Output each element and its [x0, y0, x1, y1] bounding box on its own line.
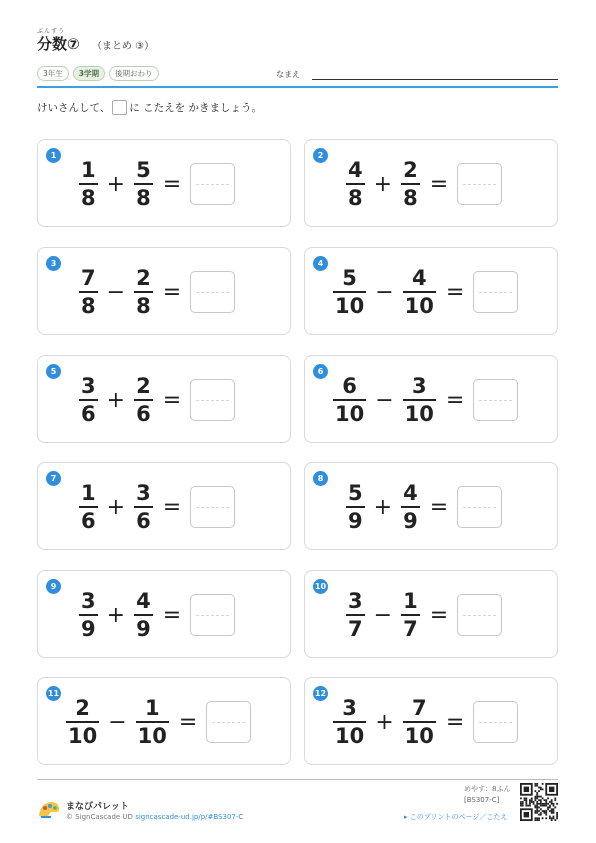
numerator: 4 [411, 266, 427, 290]
numerator: 4 [136, 589, 151, 613]
problem-card [304, 139, 558, 227]
answer-box[interactable] [190, 271, 235, 313]
equals-sign: = [429, 494, 449, 520]
operator: + [373, 494, 393, 520]
answer-box[interactable] [457, 163, 502, 205]
denominator: 10 [137, 724, 167, 748]
equals-sign: = [162, 279, 182, 305]
numerator: 6 [342, 374, 357, 398]
fraction-a [346, 159, 365, 209]
denominator: 9 [81, 617, 96, 641]
fraction-bar [333, 291, 366, 293]
operator: + [373, 171, 393, 197]
problem-number: 6 [313, 364, 328, 379]
fraction-bar [333, 399, 366, 401]
fraction-b [134, 375, 153, 425]
fraction-b [134, 482, 153, 532]
equals-sign: = [162, 171, 182, 197]
fraction-a [66, 697, 99, 747]
denominator: 6 [81, 509, 96, 533]
fraction-a [79, 375, 98, 425]
answer-box[interactable] [190, 163, 235, 205]
denominator: 10 [404, 294, 434, 318]
fraction-bar [401, 506, 420, 508]
numerator: 3 [411, 374, 427, 398]
fraction-a [333, 697, 366, 747]
fraction-bar [136, 721, 169, 723]
problem-number: 8 [313, 471, 328, 486]
answer-box[interactable] [190, 486, 235, 528]
fraction-bar [333, 721, 366, 723]
fraction-expression [346, 140, 502, 228]
tag-grade: 3年生 [37, 66, 69, 81]
problem-card [37, 570, 291, 658]
fraction-bar [134, 399, 153, 401]
instruction [37, 100, 262, 115]
equals-sign: = [162, 387, 182, 413]
denominator: 8 [81, 294, 96, 318]
fraction-a [79, 590, 98, 640]
numerator: 2 [136, 374, 151, 398]
operator: − [106, 279, 126, 305]
numerator: 3 [81, 374, 96, 398]
fraction-bar [134, 183, 153, 185]
problem-card [304, 677, 558, 765]
fraction-a [79, 482, 98, 532]
numerator: 4 [348, 158, 363, 182]
numerator: 1 [81, 158, 96, 182]
answer-box[interactable] [473, 701, 518, 743]
numerator: 1 [403, 589, 418, 613]
fraction-expression [333, 356, 518, 444]
fraction-a [333, 375, 366, 425]
problem-card [304, 355, 558, 443]
footer-url-link[interactable]: signcascade-ud.jp/p/#BS307-C [135, 813, 244, 821]
copyright-text: © SignCascade UD [66, 813, 133, 821]
fraction-expression [79, 356, 235, 444]
fraction-expression [333, 678, 518, 766]
fraction-b [134, 267, 153, 317]
problem-card [37, 462, 291, 550]
palette-logo-icon [37, 799, 61, 819]
fraction-bar [403, 721, 436, 723]
problem-card [37, 247, 291, 335]
grade-tags [37, 66, 159, 81]
answer-box[interactable] [473, 271, 518, 313]
problem-card [304, 570, 558, 658]
numerator: 1 [81, 481, 96, 505]
fraction-bar [401, 183, 420, 185]
brand-name: まなびパレット [66, 802, 129, 812]
fraction-expression [79, 140, 235, 228]
numerator: 1 [144, 696, 160, 720]
fraction-b [403, 267, 436, 317]
answer-box[interactable] [473, 379, 518, 421]
equals-sign: = [445, 709, 465, 735]
denominator: 10 [404, 724, 434, 748]
denominator: 8 [81, 186, 96, 210]
problem-card [304, 462, 558, 550]
answer-box[interactable] [190, 379, 235, 421]
answer-box[interactable] [190, 594, 235, 636]
denominator: 8 [348, 186, 363, 210]
equals-sign: = [162, 602, 182, 628]
fraction-bar [79, 399, 98, 401]
numerator: 2 [136, 266, 151, 290]
problem-number: 3 [46, 256, 61, 271]
fraction-b [403, 697, 436, 747]
problem-card [37, 139, 291, 227]
fraction-expression [346, 463, 502, 551]
fraction-bar [346, 183, 365, 185]
denominator: 6 [136, 402, 151, 426]
page-title: 分数⑦ [37, 35, 80, 53]
fraction-bar [403, 291, 436, 293]
fraction-b [134, 590, 153, 640]
fraction-bar [79, 183, 98, 185]
denominator: 10 [335, 402, 365, 426]
fraction-a [79, 267, 98, 317]
tag-term: 3学期 [73, 66, 105, 81]
problem-number: 9 [46, 579, 61, 594]
numerator: 7 [411, 696, 427, 720]
tag-period: 後期おわり [109, 66, 159, 81]
problem-number: 1 [46, 148, 61, 163]
numerator: 2 [75, 696, 90, 720]
operator: − [375, 387, 394, 413]
numerator: 7 [81, 266, 96, 290]
equals-sign: = [429, 602, 449, 628]
problem-number: 2 [313, 148, 328, 163]
fraction-expression [346, 571, 502, 659]
problem-number: 4 [313, 256, 328, 271]
answer-box[interactable] [206, 701, 251, 743]
denominator: 6 [136, 509, 151, 533]
operator: + [106, 494, 126, 520]
operator: + [106, 171, 126, 197]
footer-divider [37, 779, 558, 780]
fraction-a [79, 159, 98, 209]
denominator: 10 [68, 724, 98, 748]
fraction-a [346, 590, 365, 640]
problem-number: 5 [46, 364, 61, 379]
denominator: 9 [403, 509, 418, 533]
numerator: 3 [342, 696, 357, 720]
numerator: 5 [342, 266, 357, 290]
answer-box-icon [112, 100, 127, 115]
instruction-text-after: に こたえを かきましょう。 [129, 102, 262, 114]
header-divider [37, 86, 558, 88]
fraction-bar [134, 506, 153, 508]
problem-number: 12 [313, 686, 328, 701]
name-write-line[interactable] [312, 79, 558, 80]
fraction-bar [66, 721, 99, 723]
denominator: 7 [403, 617, 418, 641]
qr-code-icon[interactable] [520, 783, 558, 821]
denominator: 7 [348, 617, 363, 641]
operator: + [106, 602, 126, 628]
print-code: [BS307-C] [464, 796, 500, 804]
numerator: 4 [403, 481, 418, 505]
fraction-bar [79, 291, 98, 293]
fraction-bar [79, 506, 98, 508]
fraction-b [401, 159, 420, 209]
equals-sign: = [445, 279, 465, 305]
fraction-bar [134, 291, 153, 293]
fraction-bar [403, 399, 436, 401]
page-subtitle: （まとめ ③） [92, 41, 155, 52]
denominator: 8 [403, 186, 418, 210]
denominator: 10 [335, 724, 365, 748]
numerator: 5 [348, 481, 363, 505]
fraction-b [403, 375, 436, 425]
denominator: 10 [335, 294, 365, 318]
problem-card [37, 355, 291, 443]
instruction-text-before: けいさんして、 [37, 102, 111, 114]
fraction-expression [79, 571, 235, 659]
equals-sign: = [429, 171, 449, 197]
fraction-b [401, 590, 420, 640]
fraction-expression [79, 248, 235, 336]
time-estimate: めやす：8ふん [464, 785, 511, 793]
numerator: 3 [136, 481, 151, 505]
operator: + [375, 709, 394, 735]
denominator: 8 [136, 294, 151, 318]
problem-number: 7 [46, 471, 61, 486]
denominator: 10 [404, 402, 434, 426]
fraction-bar [401, 614, 420, 616]
operator: + [106, 387, 126, 413]
fraction-a [346, 482, 365, 532]
denominator: 6 [81, 402, 96, 426]
denominator: 8 [136, 186, 151, 210]
numerator: 5 [136, 158, 151, 182]
denominator: 9 [136, 617, 151, 641]
answer-page-link[interactable]: ▸ このプリントのページ／こたえ [404, 813, 508, 821]
fraction-expression [66, 678, 251, 766]
fraction-b [136, 697, 169, 747]
problem-card [37, 677, 291, 765]
fraction-bar [346, 506, 365, 508]
problem-card [304, 247, 558, 335]
operator: − [375, 279, 394, 305]
numerator: 2 [403, 158, 418, 182]
fraction-expression [333, 248, 518, 336]
problem-number: 10 [313, 579, 328, 594]
equals-sign: = [445, 387, 465, 413]
title-ruby: ぶんすう [37, 28, 66, 35]
fraction-expression [79, 463, 235, 551]
fraction-bar [134, 614, 153, 616]
problem-number: 11 [46, 686, 61, 701]
denominator: 9 [348, 509, 363, 533]
fraction-a [333, 267, 366, 317]
numerator: 3 [81, 589, 96, 613]
name-label: なまえ [276, 70, 300, 79]
operator: − [373, 602, 393, 628]
copyright [66, 813, 243, 821]
equals-sign: = [178, 709, 198, 735]
fraction-b [401, 482, 420, 532]
equals-sign: = [162, 494, 182, 520]
numerator: 3 [348, 589, 363, 613]
fraction-b [134, 159, 153, 209]
fraction-bar [79, 614, 98, 616]
answer-box[interactable] [457, 486, 502, 528]
fraction-bar [346, 614, 365, 616]
operator: − [108, 709, 127, 735]
answer-box[interactable] [457, 594, 502, 636]
